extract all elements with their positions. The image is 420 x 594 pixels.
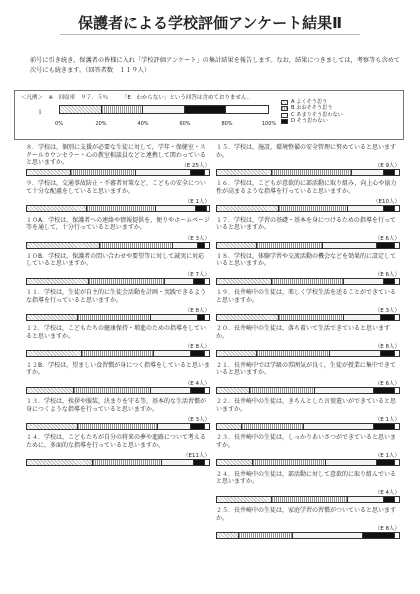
question-bar-seg-2: [136, 170, 191, 175]
question-bar-seg-0: [217, 206, 279, 211]
question-result-bar: [216, 242, 400, 249]
page-title: 保護者による学校評価アンケート結果Ⅱ: [60, 12, 360, 35]
question-bar-seg-1: [239, 533, 294, 538]
question-result-bar: [26, 387, 210, 394]
question-result-bar: [26, 459, 210, 466]
question-e-count: （E 7人）: [184, 271, 210, 278]
legend-caption: ＜凡例＞ ※ 回収率 ９７．５％ 「E わからない」という回答は含めておりません。: [21, 95, 253, 101]
question-result-bar: [26, 350, 210, 357]
question-bar-seg-0: [27, 460, 93, 465]
question-bar-seg-3: [191, 170, 206, 175]
question-bar-seg-4: [395, 206, 399, 211]
question-bar-seg-1: [93, 460, 162, 465]
question-text: ２０．長井崎中の生徒は，落ち着いて生活できていると思いますか。: [216, 325, 391, 341]
legend-row-label: １: [37, 109, 44, 116]
question-bar-seg-2: [158, 424, 191, 429]
question-e-count: （E 6人）: [374, 380, 400, 387]
question-e-count: （E 3人）: [184, 417, 210, 424]
question-result-bar: [216, 459, 400, 466]
question-result-bar: [26, 423, 210, 430]
question-bar-seg-1: [100, 243, 173, 248]
question-bar-seg-3: [381, 351, 396, 356]
question-bar-seg-0: [27, 243, 100, 248]
question-result-bar: [216, 350, 400, 357]
legend-key-a: A よくそう思う: [281, 99, 343, 105]
question-text: ２３．長井崎中の生徒は，しっかりあいさつができていると思いますか。: [216, 434, 397, 449]
question-bar-seg-4: [205, 170, 209, 175]
legend-box: [14, 90, 404, 140]
question-text: １３．学校は，挨拶や服装，決まりを守る等，基本的な生活習慣が身につくような指導を行っていると思いますか。: [26, 398, 207, 413]
question-bar-seg-1: [279, 206, 348, 211]
question-e-count: （E 4人）: [184, 380, 210, 387]
question-bar-seg-0: [27, 170, 71, 175]
question-bar-seg-4: [395, 424, 399, 429]
question-bar-seg-1: [272, 279, 345, 284]
question-bar-seg-0: [27, 388, 74, 393]
question-bar-seg-0: [217, 497, 272, 502]
question-bar-seg-1: [87, 206, 156, 211]
question-bar-seg-1: [272, 497, 348, 502]
question-bar-seg-3: [381, 315, 396, 320]
question-bar-seg-0: [217, 170, 272, 175]
question-result-bar: [216, 278, 400, 285]
question-item: [216, 253, 406, 289]
question-bar-seg-2: [323, 243, 378, 248]
question-bar-seg-4: [205, 424, 209, 429]
question-bar-seg-0: [27, 351, 82, 356]
question-bar-seg-2: [154, 351, 190, 356]
question-text: ２４．長井崎中の生徒は，部活動に対して意欲的に取り組んでいると思いますか。: [216, 470, 397, 486]
question-bar-seg-1: [78, 424, 158, 429]
question-bar-seg-3: [374, 388, 396, 393]
question-bar-seg-4: [395, 279, 399, 284]
question-bar-seg-3: [191, 351, 206, 356]
question-result-bar: [26, 242, 210, 249]
question-bar-seg-0: [217, 424, 242, 429]
intro-text: 前号に引き続き，保護者の皆様に入れ「学校評価アンケート」の集計結果を報告します。なお，結果につきましては，考察等も含めて次号にも続きます。（回答者数 １１９人）: [30, 57, 401, 74]
question-bar-seg-0: [217, 351, 257, 356]
axis-tick-0: 0%: [55, 121, 63, 127]
question-bar-seg-0: [217, 243, 257, 248]
legend-example-bar: [59, 105, 269, 114]
question-text: １４．学校は，こどもたちが自分の将来の夢や進路について考えるために，多面的な指導を行っていると思いますか。: [26, 434, 206, 449]
question-result-bar: [216, 532, 400, 539]
question-bar-seg-2: [348, 206, 384, 211]
questions-left-column: [26, 144, 216, 471]
question-text: ９．学校は，交通事故防止・不審者対策など，こどもの安全について十分な配慮をしていると思いますか。: [26, 180, 206, 195]
question-e-count: （E 8人）: [374, 344, 400, 351]
question-e-count: （E 4人）: [374, 489, 400, 496]
question-bar-seg-4: [205, 388, 209, 393]
question-bar-seg-2: [352, 170, 385, 175]
question-text: １９．長井崎中の生徒は，楽しく学校生活を送ることができていると思いますか。: [216, 289, 397, 304]
question-bar-seg-4: [395, 388, 399, 393]
question-bar-seg-3: [363, 533, 396, 538]
axis-tick-40: 40%: [137, 121, 149, 127]
question-bar-seg-1: [78, 315, 151, 320]
question-text: ２１．長井崎中では学級の雰囲気が良く，生徒が授業に集中できていると思いますか。: [216, 361, 396, 377]
legend-key-b: B おおそそう思う: [281, 105, 343, 111]
question-bar-seg-2: [162, 460, 195, 465]
question-bar-seg-4: [395, 170, 399, 175]
question-bar-seg-2: [344, 315, 380, 320]
axis-tick-60: 60%: [179, 121, 191, 127]
question-bar-seg-3: [384, 279, 395, 284]
question-text: １２．学校は，こどもたちの健康保持・増進のための指導をしていると思いますか。: [26, 325, 207, 341]
question-item: [216, 434, 406, 470]
question-bar-seg-3: [384, 497, 395, 502]
question-bar-seg-4: [205, 243, 209, 248]
question-result-bar: [26, 314, 210, 321]
question-bar-seg-1: [74, 388, 150, 393]
question-e-count: （E 6人）: [374, 235, 400, 242]
question-result-bar: [26, 169, 210, 176]
question-e-count: （E10人）: [373, 199, 400, 206]
question-bar-seg-1: [253, 460, 326, 465]
question-e-count: （E11人）: [183, 453, 210, 460]
question-item: [216, 507, 406, 543]
question-bar-seg-3: [194, 279, 205, 284]
question-bar-seg-3: [384, 170, 395, 175]
question-bar-seg-4: [205, 279, 209, 284]
question-bar-seg-0: [27, 206, 87, 211]
question-e-count: （E 8人）: [184, 344, 210, 351]
question-bar-seg-0: [217, 279, 272, 284]
question-bar-seg-1: [257, 243, 323, 248]
question-e-count: （E 9人）: [374, 163, 400, 169]
question-bar-seg-1: [250, 388, 316, 393]
question-text: １１．学校は，生徒が自主的に生徒会活動を計画・実践できるような指導を行っていると思いますか。: [26, 289, 207, 304]
question-e-count: （E 3人）: [184, 235, 210, 242]
question-bar-seg-0: [217, 315, 279, 320]
question-bar-seg-4: [205, 315, 209, 320]
question-bar-seg-4: [205, 460, 209, 465]
question-bar-seg-0: [217, 533, 239, 538]
question-bar-seg-2: [304, 424, 373, 429]
question-item: [216, 471, 406, 507]
question-bar-seg-2: [326, 460, 377, 465]
question-item: [26, 144, 216, 180]
question-bar-seg-1: [257, 351, 330, 356]
legend-axis: [55, 121, 277, 131]
question-bar-seg-3: [198, 315, 205, 320]
question-bar-seg-3: [198, 243, 205, 248]
axis-tick-20: 20%: [95, 121, 107, 127]
question-item: [216, 362, 406, 398]
question-item: [216, 144, 406, 180]
question-e-count: （E 8人）: [184, 308, 210, 315]
axis-tick-100: 100%: [261, 121, 277, 127]
question-bar-seg-3: [191, 424, 206, 429]
question-e-count: （E 6人）: [374, 271, 400, 278]
question-result-bar: [26, 205, 210, 212]
question-item: [26, 362, 216, 398]
question-bar-seg-0: [27, 424, 78, 429]
question-bar-seg-2: [330, 351, 381, 356]
question-text: １２B．学校は，望ましい食習慣が身につく指導をしていると思いますか。: [26, 361, 210, 377]
question-text: ８．学校は，個別に支援が必要な生徒に対して，学年・保健室・スクールカウンセラー・心の教室相談員などと連携して関わっていると思いますか。: [26, 144, 206, 167]
legend-bar-seg-0: [60, 106, 102, 113]
question-text: １６．学校は，こどもが意欲的に部活動に取り組み，向上心や協力性が高まるような指導を行っていると思いますか。: [216, 180, 397, 195]
legend-bar-seg-2: [143, 106, 185, 113]
question-e-count: （E 8人）: [374, 525, 400, 532]
question-bar-seg-2: [151, 388, 191, 393]
legend-key-c: C あまりそう思わない: [281, 112, 343, 118]
question-item: [216, 180, 406, 216]
legend-bar-seg-1: [102, 106, 144, 113]
question-bar-seg-2: [151, 315, 198, 320]
question-bar-seg-2: [293, 533, 362, 538]
question-item: [26, 289, 216, 325]
question-bar-seg-0: [27, 279, 89, 284]
question-bar-seg-1: [82, 351, 155, 356]
legend-bar-seg-4: [226, 106, 268, 113]
question-result-bar: [216, 169, 400, 176]
question-e-count: （E 3人）: [374, 308, 400, 315]
legend-keys: [281, 99, 343, 125]
axis-tick-80: 80%: [221, 121, 233, 127]
swatch-b: [281, 106, 288, 111]
swatch-c: [281, 113, 288, 118]
question-result-bar: [216, 387, 400, 394]
question-bar-seg-4: [207, 206, 209, 211]
question-bar-seg-3: [196, 206, 207, 211]
question-bar-seg-1: [242, 424, 304, 429]
question-text: ２５．長井崎中の生徒は，家庭学習の習慣がついていると思いますか。: [216, 506, 397, 522]
question-bar-seg-3: [377, 460, 395, 465]
question-bar-seg-4: [395, 460, 399, 465]
question-bar-seg-4: [205, 351, 209, 356]
question-result-bar: [216, 314, 400, 321]
question-bar-seg-3: [377, 243, 395, 248]
question-text: １０B．学校は，保護者の問い合わせや要望等に対して誠実に対応していると思いますか。: [26, 252, 205, 268]
swatch-a: [281, 100, 288, 105]
question-e-count: （E 1人）: [374, 453, 400, 460]
question-item: [26, 398, 216, 434]
question-result-bar: [216, 205, 400, 212]
question-item: [26, 325, 216, 361]
question-bar-seg-2: [156, 206, 196, 211]
question-text: １８．学校は，体験学習や交流活動の機会などを効果的に設定していると思いますか。: [216, 252, 397, 268]
question-bar-seg-4: [395, 243, 399, 248]
question-bar-seg-3: [374, 424, 396, 429]
question-bar-seg-4: [395, 497, 399, 502]
question-bar-seg-3: [384, 206, 395, 211]
question-bar-seg-1: [272, 170, 352, 175]
question-bar-seg-3: [194, 460, 205, 465]
question-bar-seg-4: [395, 533, 399, 538]
question-bar-seg-2: [344, 279, 384, 284]
questions-right-column: [216, 144, 406, 543]
question-bar-seg-0: [27, 315, 78, 320]
question-bar-seg-4: [395, 315, 399, 320]
question-e-count: （E 1人）: [184, 199, 210, 206]
question-bar-seg-1: [71, 170, 137, 175]
question-result-bar: [26, 278, 210, 285]
question-item: [216, 398, 406, 434]
question-item: [26, 253, 216, 289]
question-bar-seg-2: [173, 243, 198, 248]
legend-bar-seg-3: [185, 106, 227, 113]
question-item: [26, 217, 216, 253]
question-bar-seg-0: [217, 460, 253, 465]
question-bar-seg-1: [89, 279, 165, 284]
question-bar-seg-2: [165, 279, 194, 284]
question-e-count: （E 1人）: [374, 417, 400, 424]
question-item: [26, 434, 216, 470]
question-bar-seg-2: [348, 497, 384, 502]
question-text: １７．学校は，学習の基礎・基本を身につけるための指導を行っていると思いますか。: [216, 216, 396, 232]
question-result-bar: [216, 496, 400, 503]
question-bar-seg-3: [191, 388, 206, 393]
question-text: １０A．学校は，保護者への連絡や情報提供を，便りやホームページ等を通して，十分行っていると思いますか。: [26, 216, 210, 232]
legend-key-d: D そう思わない: [281, 118, 343, 124]
question-bar-seg-1: [279, 315, 345, 320]
swatch-d: [281, 119, 288, 124]
question-item: [216, 325, 406, 361]
question-item: [216, 289, 406, 325]
question-bar-seg-2: [315, 388, 373, 393]
question-item: [216, 217, 406, 253]
question-result-bar: [216, 423, 400, 430]
question-bar-seg-4: [395, 351, 399, 356]
question-item: [26, 180, 216, 216]
question-bar-seg-0: [217, 388, 250, 393]
question-text: ２２．長井崎中の生徒は，きちんとした言葉遣いができていると思いますか。: [216, 398, 397, 413]
question-e-count: （E 25人）: [181, 163, 210, 169]
question-text: １５．学校は，施設，環境整備の安全管理に努めていると思いますか。: [216, 144, 397, 159]
